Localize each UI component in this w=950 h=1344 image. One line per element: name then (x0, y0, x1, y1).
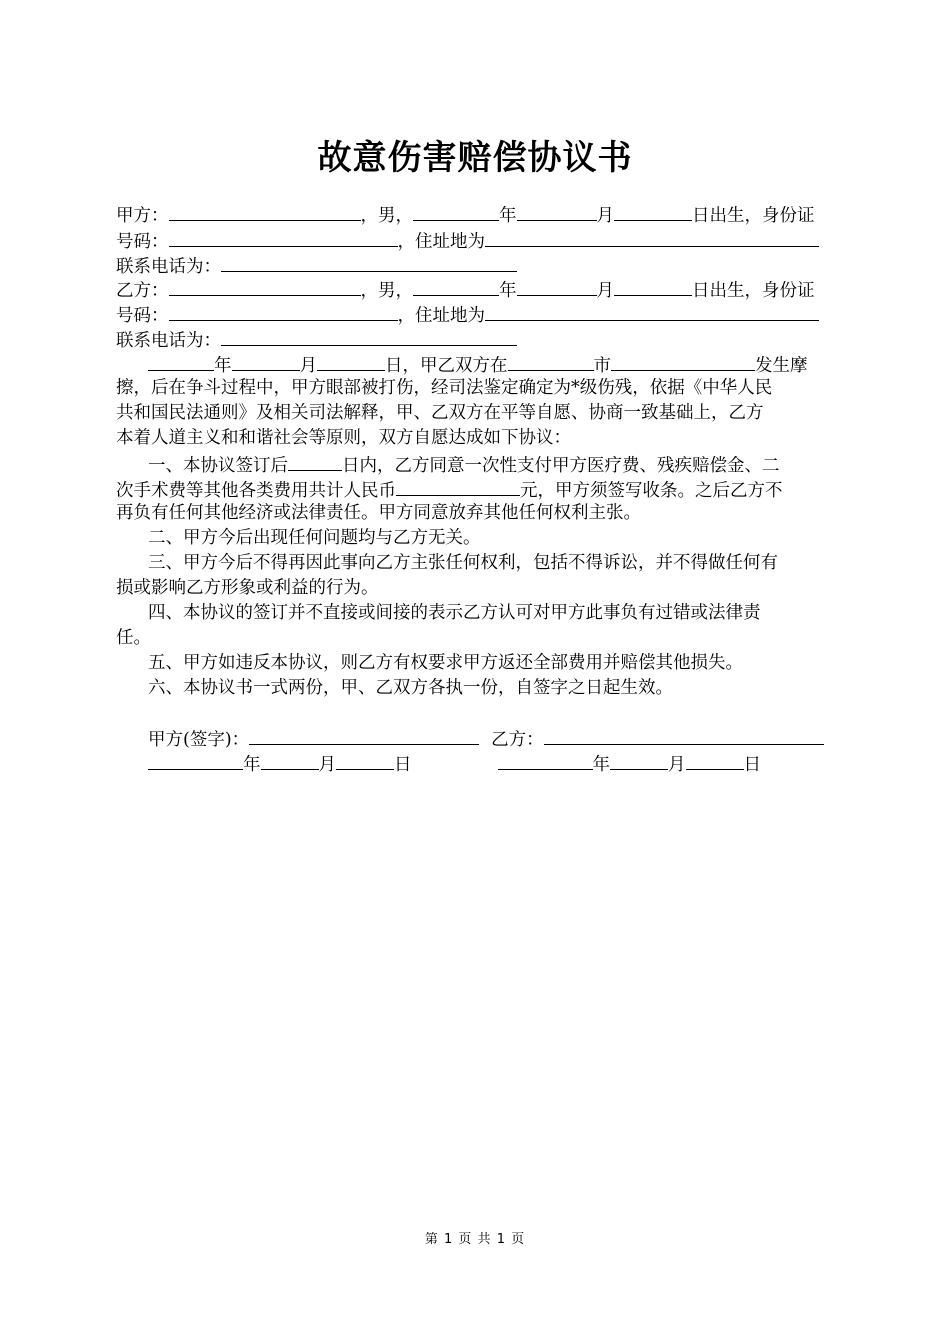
intro-text: 发生摩 (755, 356, 808, 376)
id-number-label: 号码： (116, 306, 169, 326)
id-number-label: 号码： (116, 232, 169, 252)
intro-line-1 (148, 351, 808, 376)
party-b-sign-day-field[interactable] (686, 750, 744, 770)
party-b-line-1 (116, 276, 815, 301)
party-a-birth-year-field[interactable] (413, 201, 499, 221)
clause-5: 五、甲方如违反本协议，则乙方有权要求甲方返还全部费用并赔偿其他损失。 (148, 653, 743, 673)
party-a-name-field[interactable] (169, 201, 361, 221)
party-b-birth-day-field[interactable] (614, 276, 692, 296)
clause-1-line-2 (116, 476, 783, 501)
party-a-line-3 (116, 252, 517, 277)
clause-3-line-1: 三、甲方今后不得再因此事向乙方主张任何权利，包括不得诉讼，并不得做任何有 (148, 553, 778, 573)
document-title: 故意伤害赔偿协议书 (317, 138, 633, 178)
month-label: 月 (668, 755, 686, 775)
party-b-line-3 (116, 326, 517, 351)
intro-line-4: 本着人道主义和和谐社会等原则，双方自愿达成如下协议： (116, 428, 571, 448)
month-label: 月 (596, 281, 614, 301)
party-a-line-1 (116, 201, 815, 226)
signature-line (148, 725, 824, 750)
page-footer: 第 1 页 共 1 页 (424, 1232, 526, 1247)
party-a-id-field[interactable] (169, 227, 398, 247)
year-label: 年 (499, 281, 517, 301)
party-b-sign-month-field[interactable] (610, 750, 668, 770)
party-a-label: 甲方： (116, 206, 169, 226)
intro-line-3: 共和国民法通则》及相关司法解释，甲、乙双方在平等自愿、协商一致基础上，乙方 (116, 403, 764, 423)
address-label: ，住址地为 (397, 232, 485, 252)
incident-month-field[interactable] (232, 351, 300, 371)
incident-day-field[interactable] (317, 351, 385, 371)
born-id-label: 日出生，身份证 (692, 281, 815, 301)
party-b-id-field[interactable] (169, 301, 398, 321)
party-a-gender: ，男， (360, 206, 413, 226)
year-label: 年 (499, 206, 517, 226)
party-a-phone-field[interactable] (221, 252, 517, 272)
party-b-birth-year-field[interactable] (413, 276, 499, 296)
clause-1-text: 一、本协议签订后 (148, 456, 288, 476)
clause-1-text: 次手术费等其他各类费用共计人民币 (116, 481, 396, 501)
party-a-sign-year-field[interactable] (148, 750, 243, 770)
party-a-sign-month-field[interactable] (261, 750, 319, 770)
payment-amount-field[interactable] (396, 476, 520, 496)
clause-6: 六、本协议书一式两份，甲、乙双方各执一份，自签字之日起生效。 (148, 678, 673, 698)
city-label: 市 (593, 356, 611, 376)
party-a-address-field[interactable] (485, 227, 819, 247)
party-b-signature-label: 乙方： (491, 730, 544, 750)
born-id-label: 日出生，身份证 (692, 206, 815, 226)
party-b-label: 乙方： (116, 281, 169, 301)
party-a-birth-day-field[interactable] (614, 201, 692, 221)
party-a-signature-field[interactable] (249, 725, 479, 745)
party-b-line-2 (116, 301, 819, 326)
month-label: 月 (299, 356, 317, 376)
party-a-line-2 (116, 227, 819, 252)
clause-4-line-1: 四、本协议的签订并不直接或间接的表示乙方认可对甲方此事负有过错或法律责 (148, 603, 761, 623)
party-b-name-field[interactable] (169, 276, 361, 296)
year-label: 年 (592, 755, 610, 775)
party-b-sign-year-field[interactable] (498, 750, 593, 770)
intro-parties-text: 日，甲乙双方在 (385, 356, 508, 376)
phone-label: 联系电话为： (116, 257, 221, 277)
party-a-birth-month-field[interactable] (517, 201, 597, 221)
clause-3-line-2: 损或影响乙方形象或利益的行为。 (116, 578, 379, 598)
incident-year-field[interactable] (148, 351, 214, 371)
address-label: ，住址地为 (397, 306, 485, 326)
phone-label: 联系电话为： (116, 331, 221, 351)
party-b-phone-field[interactable] (221, 326, 517, 346)
clause-1-line-3: 再负有任何其他经济或法律责任。甲方同意放弃其他任何权利主张。 (116, 503, 641, 523)
incident-city-field[interactable] (508, 351, 594, 371)
party-b-gender: ，男， (360, 281, 413, 301)
clause-1-text: 日内，乙方同意一次性支付甲方医疗费、残疾赔偿金、二 (342, 456, 780, 476)
intro-line-2: 擦，后在争斗过程中，甲方眼部被打伤，经司法鉴定确定为*级伤残，依据《中华人民 (116, 378, 773, 398)
party-a-signature-label: 甲方(签字)： (148, 730, 250, 750)
year-label: 年 (243, 755, 261, 775)
clause-2: 二、甲方今后出现任何问题均与乙方无关。 (148, 528, 481, 548)
day-label: 日 (394, 755, 412, 775)
incident-place-field[interactable] (611, 351, 755, 371)
year-label: 年 (214, 356, 232, 376)
clause-4-line-2: 任。 (116, 628, 151, 648)
month-label: 月 (596, 206, 614, 226)
party-a-sign-day-field[interactable] (336, 750, 394, 770)
party-b-birth-month-field[interactable] (517, 276, 597, 296)
day-label: 日 (743, 755, 761, 775)
clause-1-line-1 (148, 451, 780, 476)
signature-date-line (148, 750, 761, 775)
payment-days-field[interactable] (288, 451, 342, 471)
clause-1-text: 元，甲方须签写收条。之后乙方不 (520, 481, 783, 501)
party-b-signature-field[interactable] (544, 725, 824, 745)
party-b-address-field[interactable] (485, 301, 819, 321)
month-label: 月 (318, 755, 336, 775)
